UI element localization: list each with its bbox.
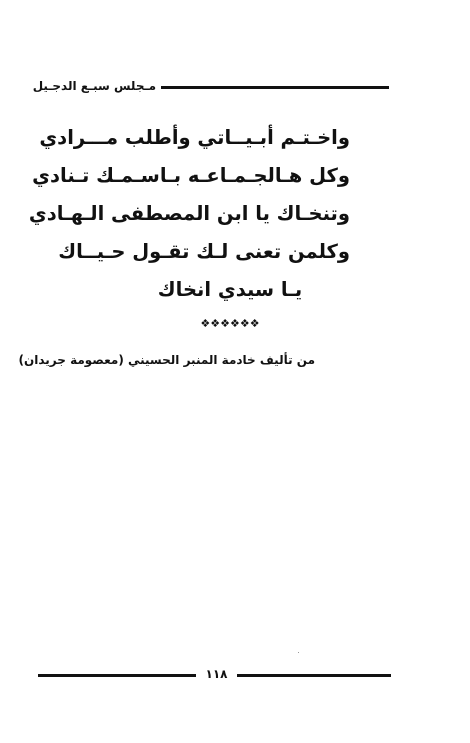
footer-rule-right — [237, 674, 391, 677]
poem-verses — [28, 119, 350, 309]
poem-line: وكلمن تعنى لـك تقـول حـيــاك — [58, 240, 350, 263]
page-number: ١١٨ — [205, 667, 228, 681]
header-rule — [161, 86, 389, 89]
poem-line: وكل هـالجـمـاعـه بـاسـمـك تـنادي — [32, 164, 350, 187]
poem-line: يـا سيدي انخاك — [157, 278, 303, 301]
ornament-divider: ❖❖❖❖❖❖ — [200, 317, 260, 330]
poem-line: وتنخـاك يا ابن المصطفى الـهـادي — [28, 202, 350, 225]
print-speck — [298, 652, 299, 653]
footer-rule-left — [38, 674, 196, 677]
attribution: من تأليف خادمة المنبر الحسيني (معصومة جريدان) — [18, 353, 315, 367]
poem-line: واخـتـم أبـيــاتي وأطلب مـــرادي — [39, 126, 350, 149]
running-header: مـجلس سبـع الدجـيل — [32, 79, 156, 93]
